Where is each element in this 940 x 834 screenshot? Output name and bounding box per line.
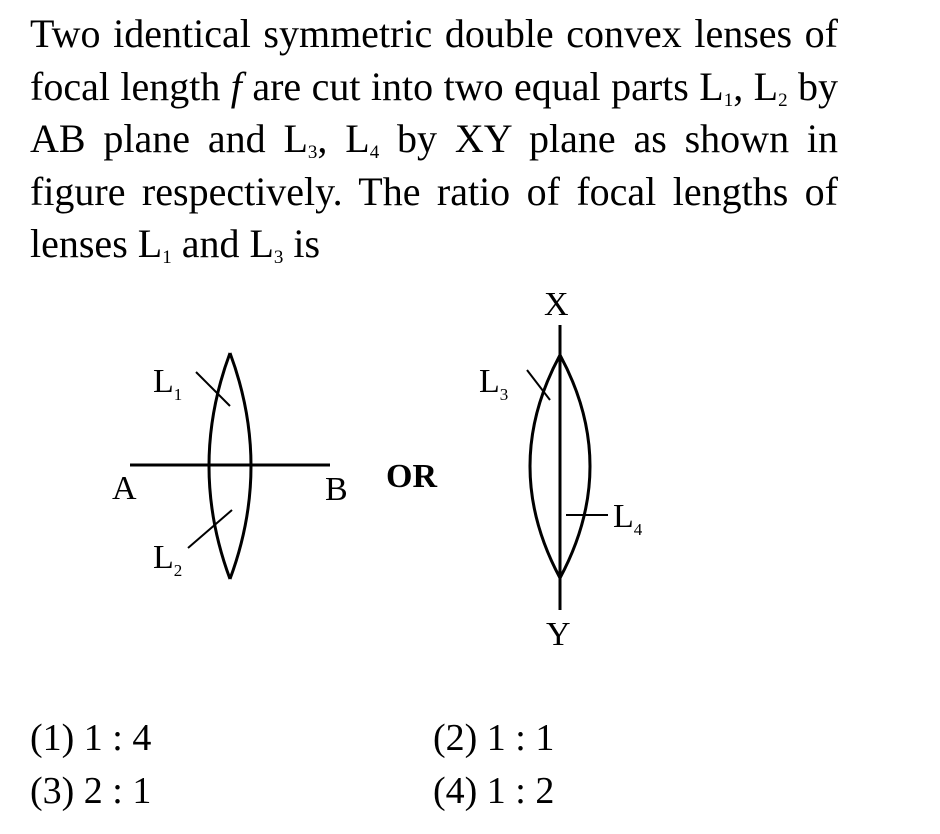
option-3[interactable]: (3) 2 : 1	[30, 770, 152, 812]
l3-label: $L_3$	[479, 363, 509, 404]
left-diagram	[112, 353, 348, 580]
option-4[interactable]: (4) 1 : 2	[433, 770, 555, 812]
option-1[interactable]: (1) 1 : 4	[30, 717, 152, 759]
lens-right-surface	[560, 355, 590, 578]
point-a-label: A	[112, 470, 137, 507]
l1-pointer	[196, 372, 230, 406]
right-diagram	[479, 286, 643, 653]
l4-label: $L_4$	[613, 498, 643, 539]
point-y-label: Y	[546, 616, 571, 653]
lens-left-surface	[530, 355, 560, 578]
option-2[interactable]: (2) 1 : 1	[433, 717, 555, 759]
point-b-label: B	[325, 471, 348, 508]
question-text: Two identical symmetric double convex lenses of focal length f are cut into two equal parts $L_1$, $L_2$ by AB plane and $L_3$, $L_4$ by XY plane as shown in figure respectively. The ratio of focal lengths of lenses $L_1$ and $L_3$ is	[30, 11, 839, 268]
point-x-label: X	[544, 286, 569, 323]
or-label: OR	[386, 458, 437, 495]
l2-label: $L_2$	[153, 539, 183, 580]
l1-label: $L_1$	[153, 363, 183, 404]
l2-pointer	[188, 510, 232, 548]
